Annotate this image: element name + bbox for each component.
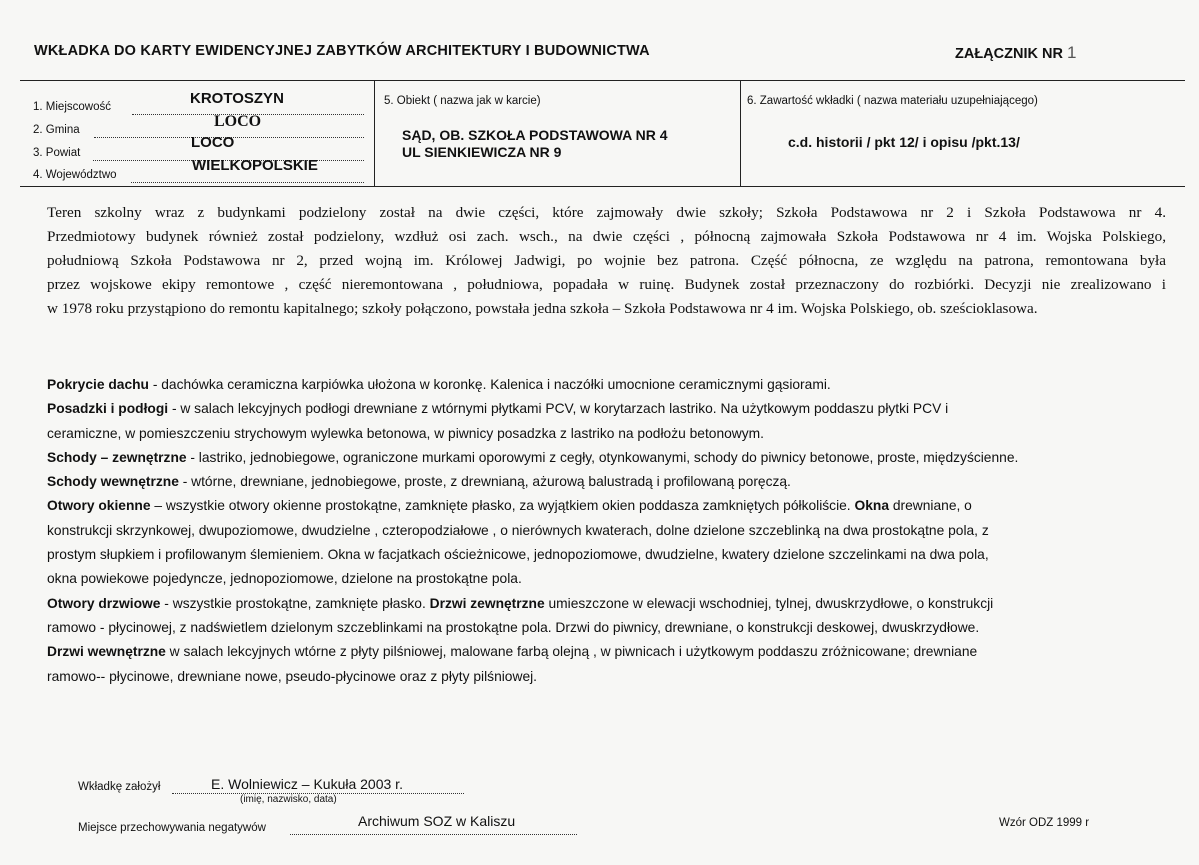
stairs-int-text: - wtórne, drewniane, jednobiegowe, proste, z drewnianą, ażurową balustradą i profilowaną poręczą.	[178, 474, 791, 490]
roof-text: - dachówka ceramiczna karpiówka ułożona w koronkę. Kalenica i naczółki umocnione ceramicznymi gąsiorami.	[149, 377, 831, 392]
floors-line	[47, 397, 1167, 421]
stairs-ext-line	[47, 446, 1167, 470]
attachment-label-text: ZAŁĄCZNIK NR	[955, 46, 1063, 62]
storage-dots	[290, 834, 577, 835]
history-line: Teren szkolny wraz z budynkami podzielony został na dwie części, które zajmowały dwie szkoły; Szkoła Podstawowa nr 2 i Szkoła Podstawowa nr 4.	[47, 204, 1166, 221]
doors-label: Otwory drzwiowe	[47, 595, 161, 611]
stairs-int-line	[47, 470, 1167, 494]
floors-label: Posadzki i podłogi	[47, 401, 169, 417]
roof-label: Pokrycie dachu	[47, 377, 149, 392]
doors-int-text: w salach lekcyjnych wtórne z płyty pilśniowej, malowane farbą olejną , w piwnicach i użytkowym poddaszu zróżnicowane; drewniane	[165, 644, 978, 660]
doors-ext-text: umieszczone w elewacji wschodniej, tylnej, dwuskrzydłowe, o konstrukcji	[544, 595, 994, 611]
county-value: LOCO	[191, 134, 235, 151]
town-value: KROTOSZYN	[190, 90, 284, 107]
object-name-line1: SĄD, OB. SZKOŁA PODSTAWOWA NR 4	[402, 127, 668, 143]
windows-line-2: konstrukcji skrzynkowej, dwupoziomowe, dwudzielne , czteropodziałowe , o nierównych kwaterach, dolne dzielone szczeblinką na dwa prostokątne pola, z	[47, 522, 989, 538]
field-label-county: 3. Powiat	[33, 147, 81, 159]
doors-int-line-2: ramowo-- płycinowe, drewniane nowe, pseudo-płycinowe oraz z płyty pilśniowej.	[47, 668, 538, 684]
object-heading: 5. Obiekt ( nazwa jak w karcie)	[384, 95, 541, 107]
windows-line-3: prostym słupkiem i profilowanym ślemieniem. Okna w facjatkach ościeżnicowe, jednopoziomowe, dwudzielne, kwatery dzielone szczelinkami na dwa pola,	[47, 547, 989, 563]
column-divider-2	[740, 80, 741, 186]
field-label-commune: 2. Gmina	[33, 124, 80, 136]
table-top-border	[20, 80, 1185, 81]
author-label: Wkładkę założył	[78, 781, 161, 793]
contents-heading: 6. Zawartość wkładki ( nazwa materiału uzupełniającego)	[747, 95, 1038, 107]
contents-value: c.d. historii / pkt 12/ i opisu /pkt.13/	[788, 134, 1020, 150]
windows-label-2: Okna	[854, 498, 889, 514]
commune-value: LOCO	[214, 113, 262, 130]
roof-line	[47, 373, 1167, 397]
author-hint: (imię, nazwisko, data)	[240, 794, 337, 805]
windows-text-2: drewniane, o	[889, 498, 972, 514]
field-dots-voivodeship	[131, 182, 364, 183]
description-section	[47, 373, 1167, 689]
storage-value: Archiwum SOZ w Kaliszu	[358, 813, 516, 829]
attachment-label	[955, 43, 1076, 63]
history-paragraph	[47, 201, 1166, 321]
voivodeship-value: WIELKOPOLSKIE	[192, 157, 318, 174]
doors-line	[47, 592, 1167, 616]
field-label-town: 1. Miejscowość	[33, 101, 111, 113]
stairs-int-label: Schody wewnętrzne	[47, 474, 179, 490]
history-line: południową Szkoła Podstawowa nr 2, przed wojną im. Królowej Jadwigi, po wojnie bez patrona. Część północna, ze względu na patrona, remontowana była	[47, 252, 1166, 269]
windows-label: Otwory okienne	[47, 498, 151, 514]
floors-line-2: ceramiczne, w pomieszczeniu strychowym wylewka betonowa, w piwnicy posadzka z lastriko na podłożu betonowym.	[47, 425, 764, 441]
storage-label: Miejsce przechowywania negatywów	[78, 822, 266, 834]
column-divider-1	[374, 80, 375, 186]
page-title: WKŁADKA DO KARTY EWIDENCYJNEJ ZABYTKÓW ARCHITEKTURY I BUDOWNICTWA	[34, 43, 650, 59]
field-label-voivodeship: 4. Województwo	[33, 169, 117, 181]
stairs-ext-label: Schody – zewnętrzne	[47, 449, 187, 465]
windows-line-4: okna powiekowe pojedyncze, jednopoziomowe, dzielone na prostokątne pola.	[47, 571, 522, 587]
history-line: przez wojskowe ekipy remontowe , część nieremontowana , południowa, popadała w ruinę. Budynek został przeznaczony do rozbiórki. Decyzji nie zrealizowano i	[47, 276, 1166, 293]
doors-ext-label: Drzwi zewnętrzne	[429, 595, 545, 611]
floors-text: - w salach lekcyjnych podłogi drewniane z wtórnymi płytkami PCV, w korytarzach lastriko. Na użytkowym poddaszu płytki PCV i	[168, 401, 949, 417]
doors-text: - wszystkie prostokątne, zamknięte płasko.	[160, 595, 426, 611]
history-line: w 1978 roku przystąpiono do remontu kapitalnego; szkoły połączono, powstała jedna szkoła – Szkoła Podstawowa nr 4 im. Wojska Polskiego, ob. sześcioklasowa.	[47, 300, 1038, 317]
stairs-ext-text: - lastriko, jednobiegowe, ograniczone murkami oporowymi z cegły, otynkowanymi, schody do piwnicy betonowe, proste, międzyścienne.	[186, 449, 1019, 465]
doors-int-line	[47, 640, 1167, 664]
author-value: E. Wolniewicz – Kukuła 2003 r.	[211, 776, 403, 792]
doors-line-2: ramowo - płycinowej, z nadświetlem dzielonym szczeblinkami na prostokątne pola. Drzwi do piwnicy, drewniane, o konstrukcji deskowej, dwuskrzydłowe.	[47, 619, 980, 635]
object-name-line2: UL SIENKIEWICZA NR 9	[402, 144, 562, 160]
form-model: Wzór ODZ 1999 r	[999, 817, 1090, 829]
history-line: Przedmiotowy budynek również został podzielony, wzdłuż osi zach. wsch., na dwie części , północną zajmowała Szkoła Podstawowa nr 4 im. Wojska Polskiego,	[47, 228, 1166, 245]
doors-int-label: Drzwi wewnętrzne	[47, 644, 166, 660]
windows-text: – wszystkie otwory okienne prostokątne, zamknięte płasko, za wyjątkiem okien poddasza zamkniętych półkoliście.	[150, 498, 851, 514]
windows-line	[47, 494, 1167, 518]
attachment-number: 1	[1066, 43, 1077, 62]
table-bottom-border	[20, 186, 1185, 187]
